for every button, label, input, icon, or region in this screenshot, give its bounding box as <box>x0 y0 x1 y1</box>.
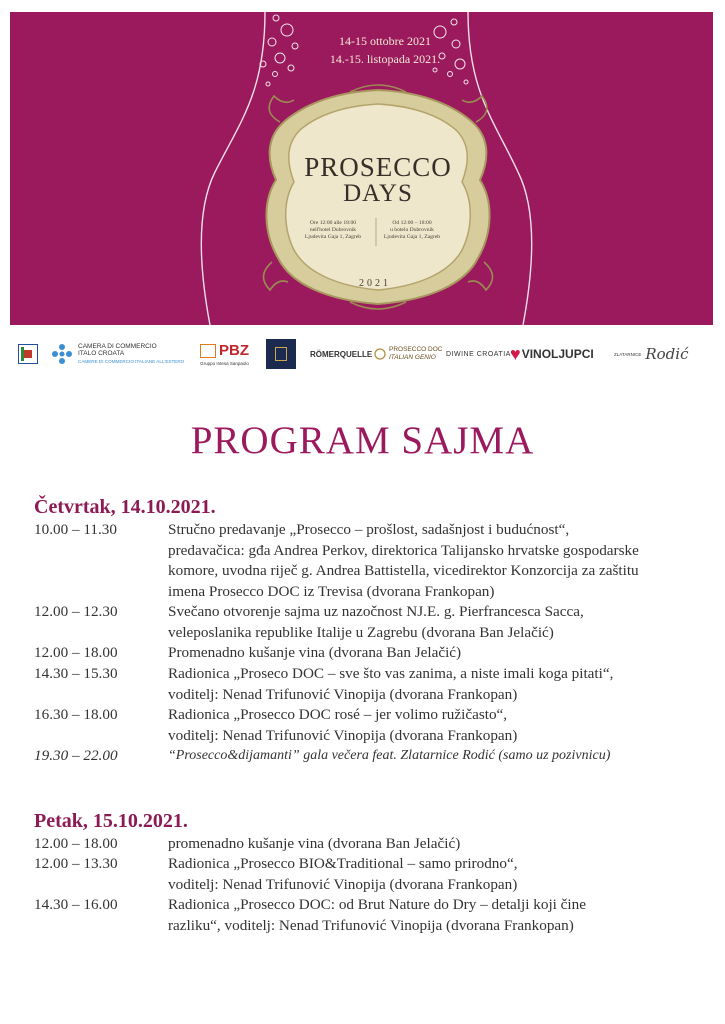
description-line: veleposlanika republike Italije u Zagrebu (dvorana Ban Jelačić) <box>168 623 554 641</box>
schedule-time: 19.30 – 22.00 <box>34 747 118 764</box>
program-title: PROGRAM SAJMA <box>190 419 535 462</box>
description-line: promenadno kušanje vina (dvorana Ban Jelačić) <box>168 835 461 852</box>
schedule-description <box>168 895 708 936</box>
description-line: “Prosecco&dijamanti” gala večera feat. Zlatarnice Rodić (samo uz pozivnicu) <box>168 748 611 763</box>
description-line: Radionica „Prosecco BIO&Traditional – samo prirodno“, <box>168 855 518 872</box>
description-line: voditelj: Nenad Trifunović Vinopija (dvorana Frankopan) <box>168 685 518 703</box>
description-line: Radionica „Prosecco DOC rosé – jer volimo ružičasto“, <box>168 706 508 723</box>
diwine-logo <box>446 334 511 374</box>
heart-icon: ♥ <box>510 343 521 364</box>
schedule-description <box>168 834 708 855</box>
description-line: Stručno predavanje „Prosecco – prošlost, sadašnjost i budućnost“, <box>168 521 570 538</box>
schedule-time: 14.30 – 16.00 <box>34 896 118 913</box>
crest-logo <box>266 334 296 374</box>
schedule-description <box>168 705 708 746</box>
prosecco-doc-logo <box>374 334 442 374</box>
description-line: voditelj: Nenad Trifunović Vinopija (dvorana Frankopan) <box>168 726 518 744</box>
pbz-icon <box>200 344 216 358</box>
description-line: predavačica: gđa Andrea Perkov, direktorica Talijansko hrvatske gospodarske <box>168 541 639 559</box>
description-line: voditelj: Nenad Trifunović Vinopija (dvorana Frankopan) <box>168 875 518 893</box>
venue-line: Ljudevita Gaja 1, Zagreb <box>304 234 362 240</box>
venue-line: u hotelu Dubrovnik <box>390 227 434 233</box>
description-line: Radionica „Proseco DOC – sve što vas zanima, a niste imali koga pitati“, <box>168 665 614 682</box>
schedule-description <box>168 854 708 895</box>
description-line: Svečano otvorenje sajma uz nazočnost NJ.E. g. Pierfrancesca Sacca, <box>168 603 584 620</box>
schedule-description <box>168 664 708 705</box>
event-date-italian: 14-15 ottobre 2021 <box>339 34 431 48</box>
description-line: razliku“, voditelj: Nenad Trifunović Vinopija (dvorana Frankopan) <box>168 916 574 934</box>
prosecco-doc-line1: PROSECCO DOC <box>389 346 443 353</box>
schedule-description <box>168 643 708 664</box>
description-line: komore, uvodna riječ g. Andrea Battistella, vicedirektor Konzorcija za zaštitu <box>168 562 639 579</box>
pbz-text: PBZ <box>219 342 249 359</box>
event-banner <box>10 12 713 325</box>
day-heading-friday: Petak, 15.10.2021. <box>34 810 188 832</box>
schedule-time: 14.30 – 15.30 <box>34 665 118 682</box>
description-line: imena Prosecco DOC iz Trevisa (dvorana Frankopan) <box>168 582 495 600</box>
venue-line: Od 12:00 – 18:00 <box>392 220 432 226</box>
schedule-time: 12.00 – 12.30 <box>34 603 118 620</box>
diwine-text: DIWINE CROATIA <box>446 350 511 358</box>
venue-line: nell'hotel Dubrovnik <box>309 227 357 233</box>
description-line: Radionica „Prosecco DOC: od Brut Nature do Dry – detalji koji čine <box>168 896 586 913</box>
roemerquelle-text: RÖMERQUELLE <box>310 349 373 359</box>
schedule-description <box>168 746 708 767</box>
prosecco-doc-line2: ITALIAN GENIO <box>389 354 436 361</box>
pbz-subtitle: Gruppo Intesa Sanpaolo <box>200 361 249 366</box>
venue-line: Ljudevita Gaja 1, Zagreb <box>383 234 441 240</box>
schedule-time: 16.30 – 18.00 <box>34 706 118 723</box>
day-heading-thursday: Četvrtak, 14.10.2021. <box>34 496 216 518</box>
venue-line: Ore 12:00 alle 18:00 <box>309 220 357 226</box>
vinoljupci-text: VINOLJUPCI <box>521 347 594 361</box>
roemerquelle-logo <box>310 334 372 374</box>
schedule-time: 12.00 – 18.00 <box>34 644 118 661</box>
schedule-time: 12.00 – 13.30 <box>34 855 118 872</box>
event-year: 2021 <box>359 278 391 289</box>
ccic-name-2: ITALO CROATA <box>78 350 125 358</box>
ccic-name-1: CAMERA DI COMMERCIO <box>78 342 157 350</box>
schedule-description <box>168 602 708 643</box>
schedule-time: 10.00 – 11.30 <box>34 521 117 538</box>
rodic-logo <box>614 334 688 374</box>
rodic-label: ZLATARNICE <box>614 351 642 357</box>
rodic-signature: Rodić <box>645 345 689 363</box>
schedule-time: 12.00 – 18.00 <box>34 835 118 852</box>
schedule-description <box>168 520 708 602</box>
pbz-logo <box>200 334 249 374</box>
ccic-logo <box>50 334 184 374</box>
vinoljupci-logo <box>510 334 594 374</box>
venue-italian <box>293 220 373 241</box>
event-date-croatian: 14.-15. listopada 2021. <box>329 52 441 66</box>
sponsor-logo-bar <box>10 334 713 374</box>
description-line: Promenadno kušanje vina (dvorana Ban Jelačić) <box>168 644 462 661</box>
event-title-line1: PROSECCO <box>304 152 452 182</box>
venue-croatian <box>372 220 452 241</box>
event-title-line2: DAYS <box>343 180 413 207</box>
italy-croatia-flag-logo <box>18 334 38 374</box>
ccic-name-3: CAMERE DI COMMERCIO ITALIANE ALL'ESTERO <box>78 358 185 364</box>
